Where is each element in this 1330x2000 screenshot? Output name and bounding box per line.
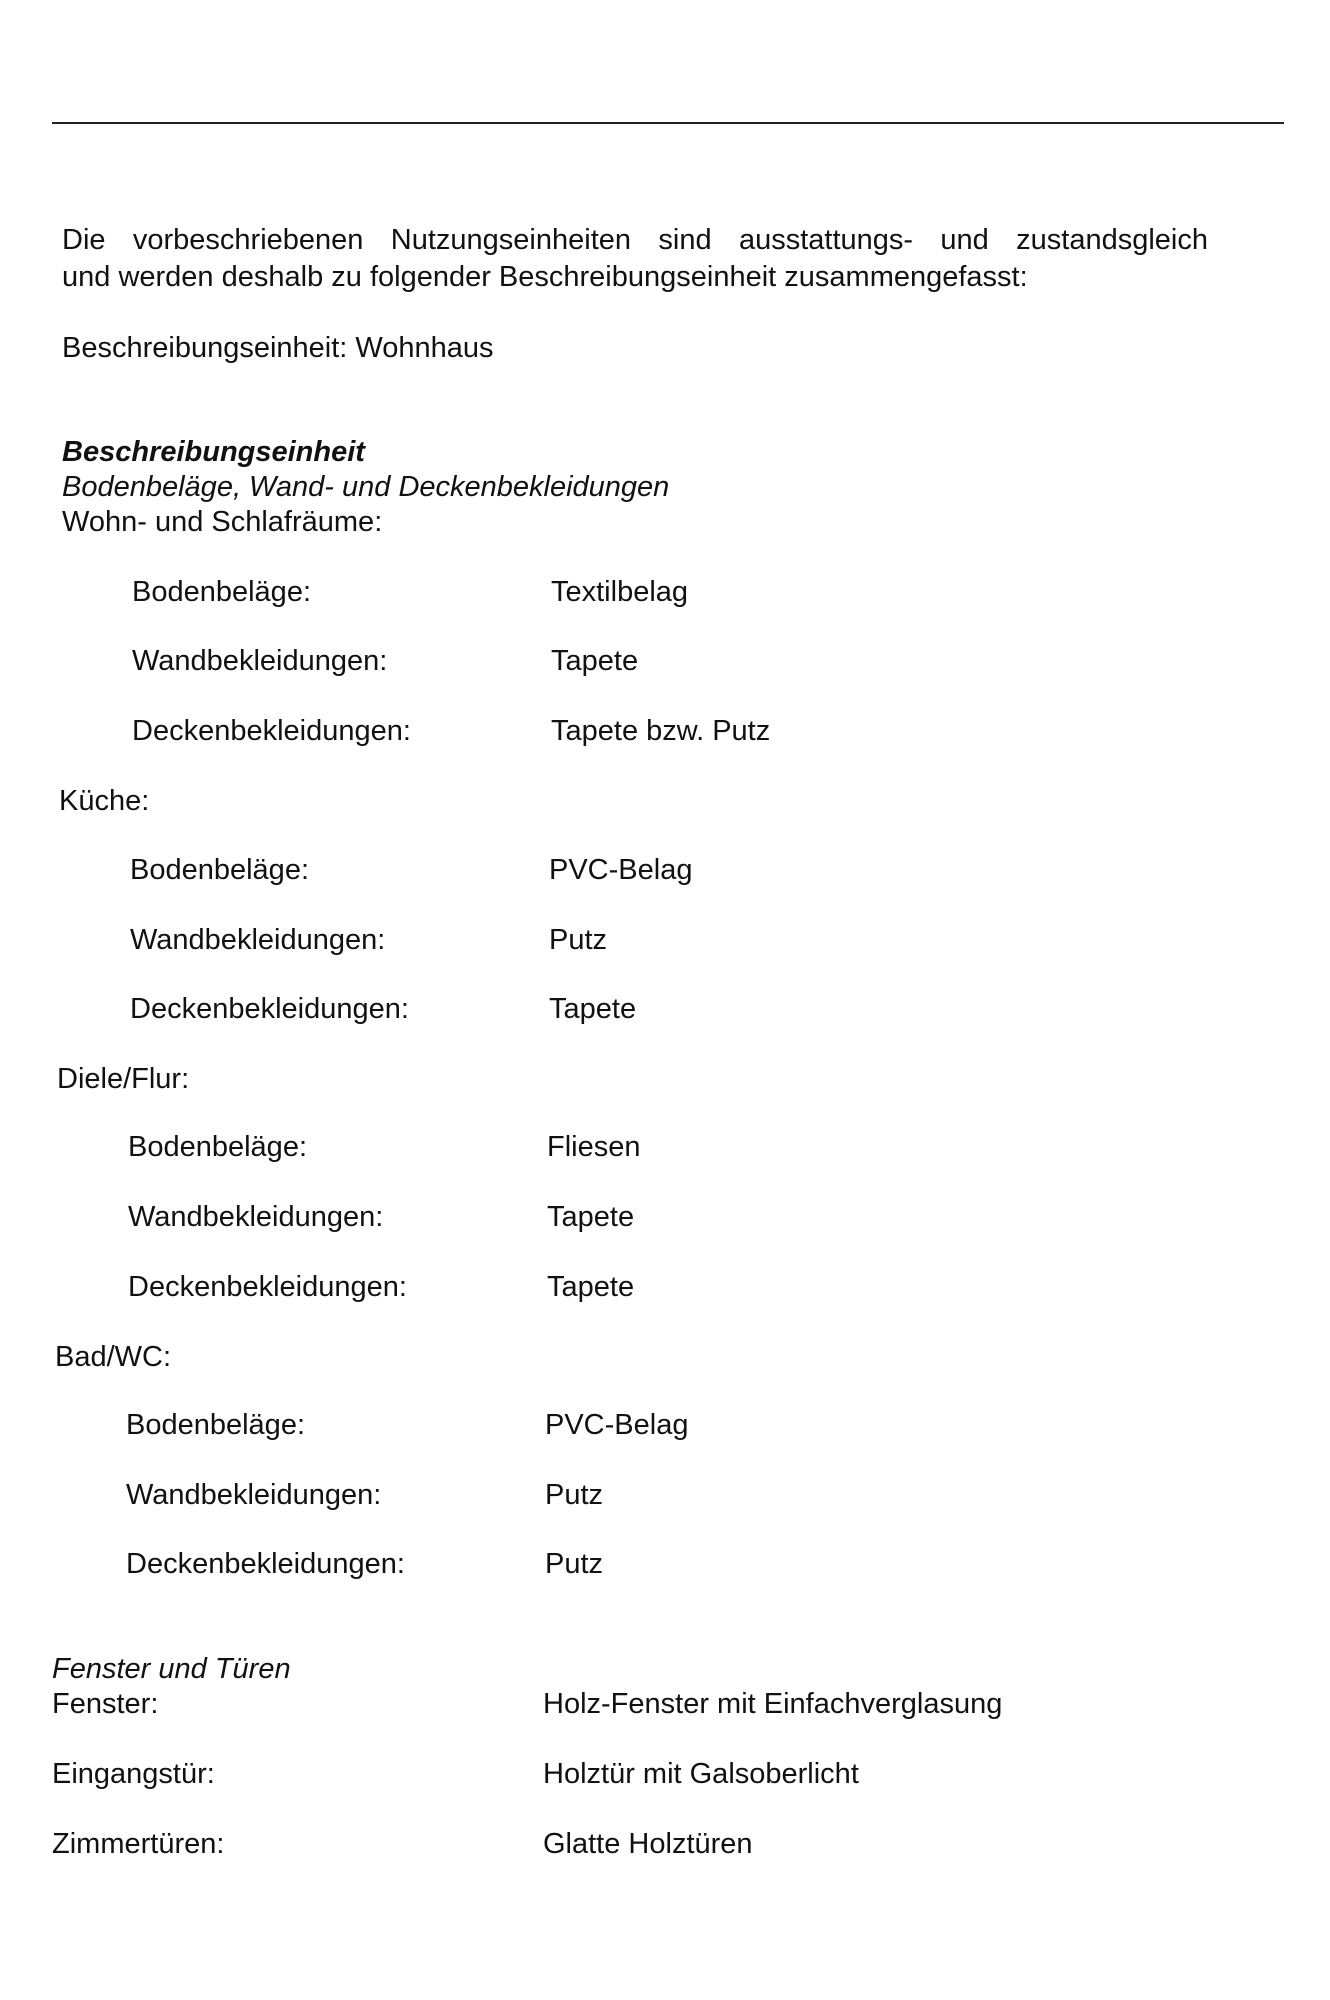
row-value: Holztür mit Galsoberlicht (543, 1758, 859, 1790)
row-value: PVC-Belag (545, 1409, 689, 1441)
row-label: Deckenbekleidungen: (128, 1271, 407, 1303)
row-label: Wandbekleidungen: (126, 1479, 382, 1511)
row-label: Bodenbeläge: (130, 854, 309, 886)
windows-doors-title: Fenster und Türen (52, 1653, 291, 1685)
row-label: Deckenbekleidungen: (126, 1548, 405, 1580)
row-value: Tapete (551, 645, 639, 677)
row-value: Tapete (549, 993, 637, 1025)
room-name: Bad/WC: (55, 1341, 172, 1373)
row-value: Textilbelag (551, 576, 689, 608)
row-value: Putz (545, 1479, 604, 1511)
section-subtitle: Bodenbeläge, Wand- und Deckenbekleidungen (62, 471, 670, 503)
row-value: Holz-Fenster mit Einfachverglasung (543, 1688, 1003, 1720)
row-value: Glatte Holztüren (543, 1828, 753, 1860)
row-label: Fenster: (52, 1688, 159, 1720)
row-label: Deckenbekleidungen: (132, 715, 411, 747)
row-label: Eingangstür: (52, 1758, 215, 1790)
unit-line: Beschreibungseinheit: Wohnhaus (62, 332, 494, 364)
row-label: Zimmertüren: (52, 1828, 225, 1860)
row-value: Fliesen (547, 1131, 641, 1163)
row-value: PVC-Belag (549, 854, 693, 886)
row-value: Tapete (547, 1201, 635, 1233)
row-label: Bodenbeläge: (132, 576, 311, 608)
row-value: Putz (545, 1548, 604, 1580)
header-rule (52, 122, 1284, 124)
row-label: Bodenbeläge: (128, 1131, 307, 1163)
room-name: Wohn- und Schlafräume: (62, 506, 383, 538)
section-title: Beschreibungseinheit (62, 436, 365, 468)
row-value: Tapete bzw. Putz (551, 715, 771, 747)
row-label: Bodenbeläge: (126, 1409, 305, 1441)
intro-line-2: und werden deshalb zu folgender Beschreibungseinheit zusammengefasst: (62, 261, 1028, 293)
intro-line-1: Die vorbeschriebenen Nutzungseinheiten sind ausstattungs- und zustandsgleich (62, 224, 1208, 256)
row-label: Wandbekleidungen: (132, 645, 388, 677)
row-value: Putz (549, 924, 608, 956)
row-label: Wandbekleidungen: (128, 1201, 384, 1233)
row-value: Tapete (547, 1271, 635, 1303)
room-name: Küche: (59, 785, 150, 817)
intro-paragraph (62, 222, 1208, 296)
room-name: Diele/Flur: (57, 1063, 190, 1095)
row-label: Deckenbekleidungen: (130, 993, 409, 1025)
row-label: Wandbekleidungen: (130, 924, 386, 956)
